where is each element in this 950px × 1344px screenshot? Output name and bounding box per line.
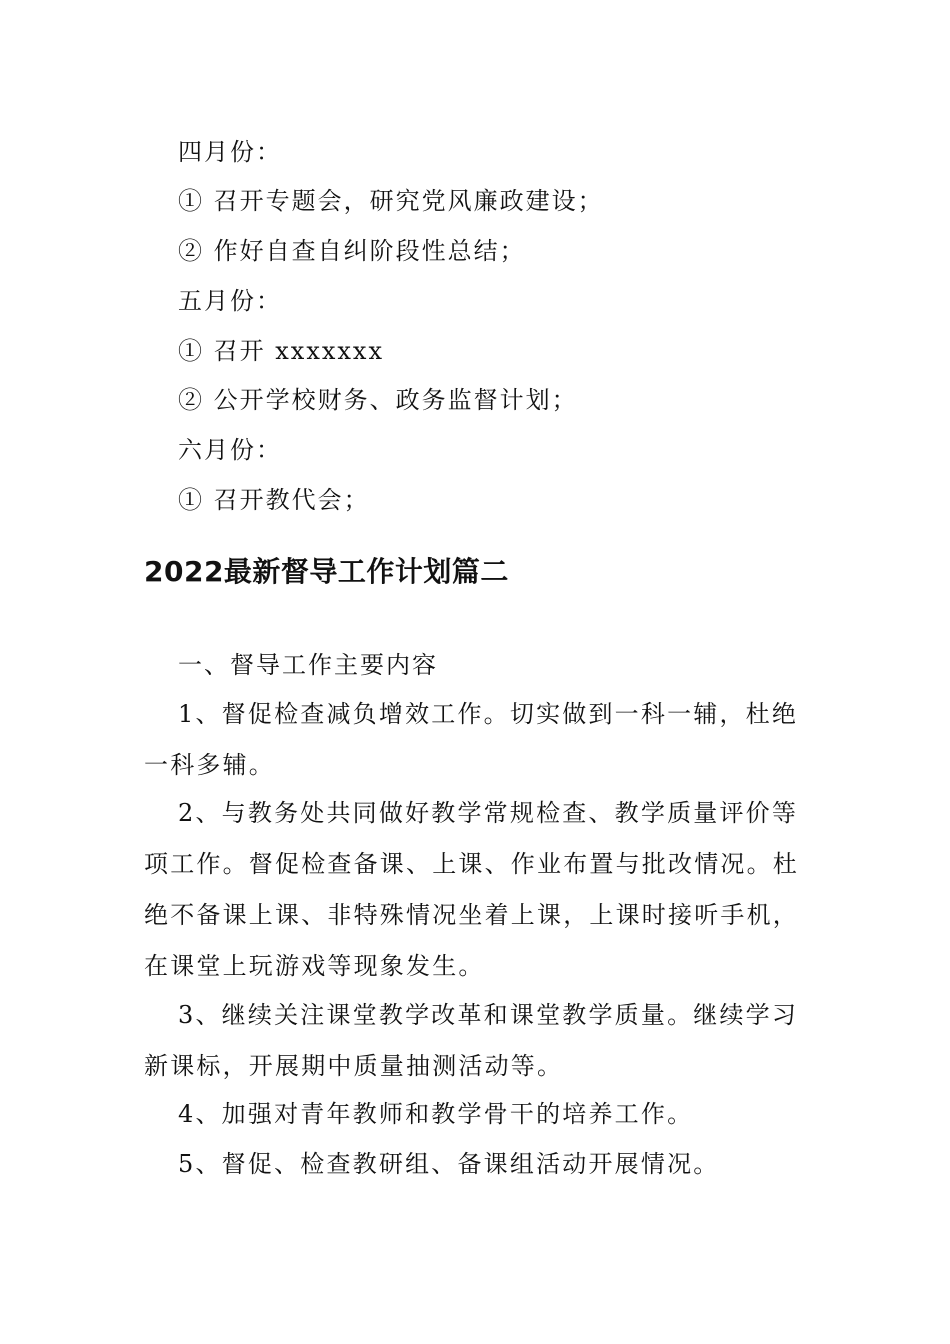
paragraph-2: 2、与教务处共同做好教学常规检查、教学质量评价等项工作。督促检查备课、上课、作业布置与批改情况。杜绝不备课上课、非特殊情况坐着上课，上课时接听手机，在课堂上玩游戏等现象发生。 xyxy=(144,799,799,980)
content-subtitle: 一、督导工作主要内容 xyxy=(178,651,438,679)
april-item-2: ② 作好自查自纠阶段性总结； xyxy=(178,237,526,265)
june-title: 六月份： xyxy=(178,436,282,464)
june-item-1: ① 召开教代会； xyxy=(178,486,370,514)
section-heading: 2022最新督导工作计划篇二 xyxy=(144,555,509,588)
may-item-1: ① 召开 xxxxxxx xyxy=(178,337,385,365)
paragraph-3: 3、继续关注课堂教学改革和课堂教学质量。继续学习新课标，开展期中质量抽测活动等。 xyxy=(144,1001,799,1080)
may-item-2: ② 公开学校财务、政务监督计划； xyxy=(178,386,578,414)
paragraph-1: 1、督促检查减负增效工作。切实做到一科一辅，杜绝一科多辅。 xyxy=(144,700,799,779)
april-title: 四月份： xyxy=(178,138,282,166)
april-item-1: ① 召开专题会，研究党风廉政建设； xyxy=(178,187,604,215)
paragraph-5: 5、督促、检查教研组、备课组活动开展情况。 xyxy=(178,1150,720,1178)
paragraph-4: 4、加强对青年教师和教学骨干的培养工作。 xyxy=(178,1100,694,1128)
may-title: 五月份： xyxy=(178,287,282,315)
